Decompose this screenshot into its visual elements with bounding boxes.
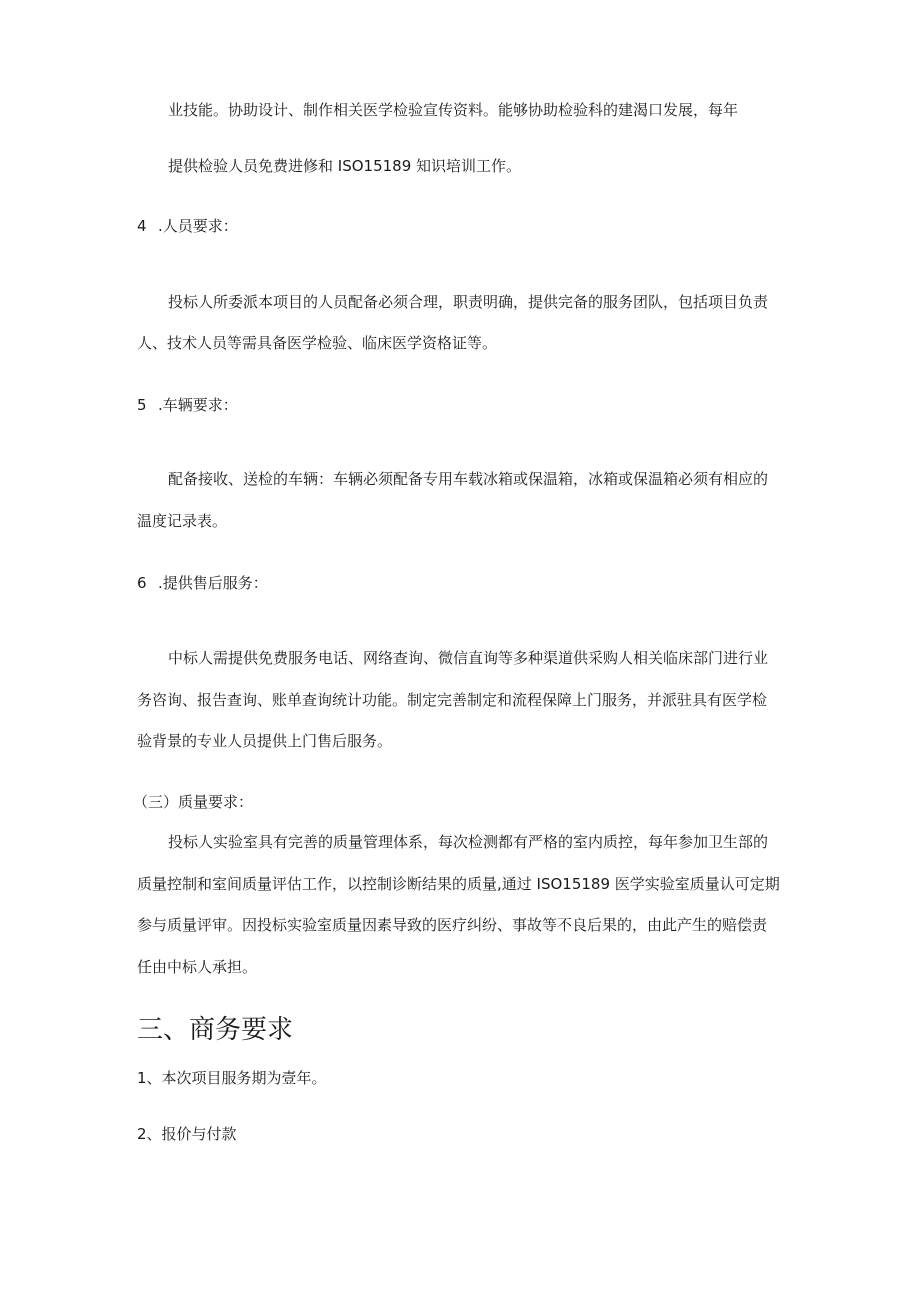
section-number: 5	[137, 396, 147, 414]
list-item: 2、报价与付款	[137, 1125, 237, 1143]
section-number: 4	[137, 217, 147, 235]
section-number: 6	[137, 574, 147, 592]
paragraph-line: 务咨询、报告查询、账单查询统计功能。制定完善制定和流程保障上门服务，并派驻具有医学检	[137, 691, 768, 709]
paragraph-line: 投标人所委派本项目的人员配备必须合理，职责明确，提供完备的服务团队，包括项目负责	[168, 293, 769, 311]
paragraph-line: 中标人需提供免费服务电话、网络查询、微信直询等多种渠道供采购人相关临床部门进行业	[168, 649, 769, 667]
section-heading: （三）质量要求：	[133, 793, 254, 811]
paragraph-line: 温度记录表。	[137, 512, 228, 530]
section-heading: .提供售后服务：	[158, 574, 268, 592]
chapter-title: 三、商务要求	[137, 1015, 294, 1045]
paragraph-line: 配备接收、送检的车辆：车辆必须配备专用车载冰箱或保温箱，冰箱或保温箱必须有相应的	[168, 470, 769, 488]
section-heading: .人员要求：	[158, 217, 238, 235]
paragraph-line: 参与质量评审。因投标实验室质量因素导致的医疗纠纷、事故等不良后果的，由此产生的赔偿责	[137, 916, 768, 934]
paragraph-line: 业技能。协助设计、制作相关医学检验宣传资料。能够协助检验科的建渴口发展，每年	[168, 101, 739, 119]
paragraph-line: 验背景的专业人员提供上门售后服务。	[137, 732, 393, 750]
section-heading: .车辆要求：	[158, 396, 238, 414]
paragraph-line: 质量控制和室间质量评估工作，以控制诊断结果的质量,通过 ISO15189 医学实验室质量认可定期	[137, 875, 780, 893]
list-item: 1、本次项目服务期为壹年。	[137, 1069, 327, 1087]
paragraph-line: 投标人实验室具有完善的质量管理体系，每次检测都有严格的室内质控，每年参加卫生部的	[168, 833, 769, 851]
paragraph-line: 任由中标人承担。	[137, 958, 258, 976]
paragraph-line: 提供检验人员免费进修和 ISO15189 知识培训工作。	[168, 157, 522, 175]
paragraph-line: 人、技术人员等需具备医学检验、临床医学资格证等。	[137, 334, 498, 352]
